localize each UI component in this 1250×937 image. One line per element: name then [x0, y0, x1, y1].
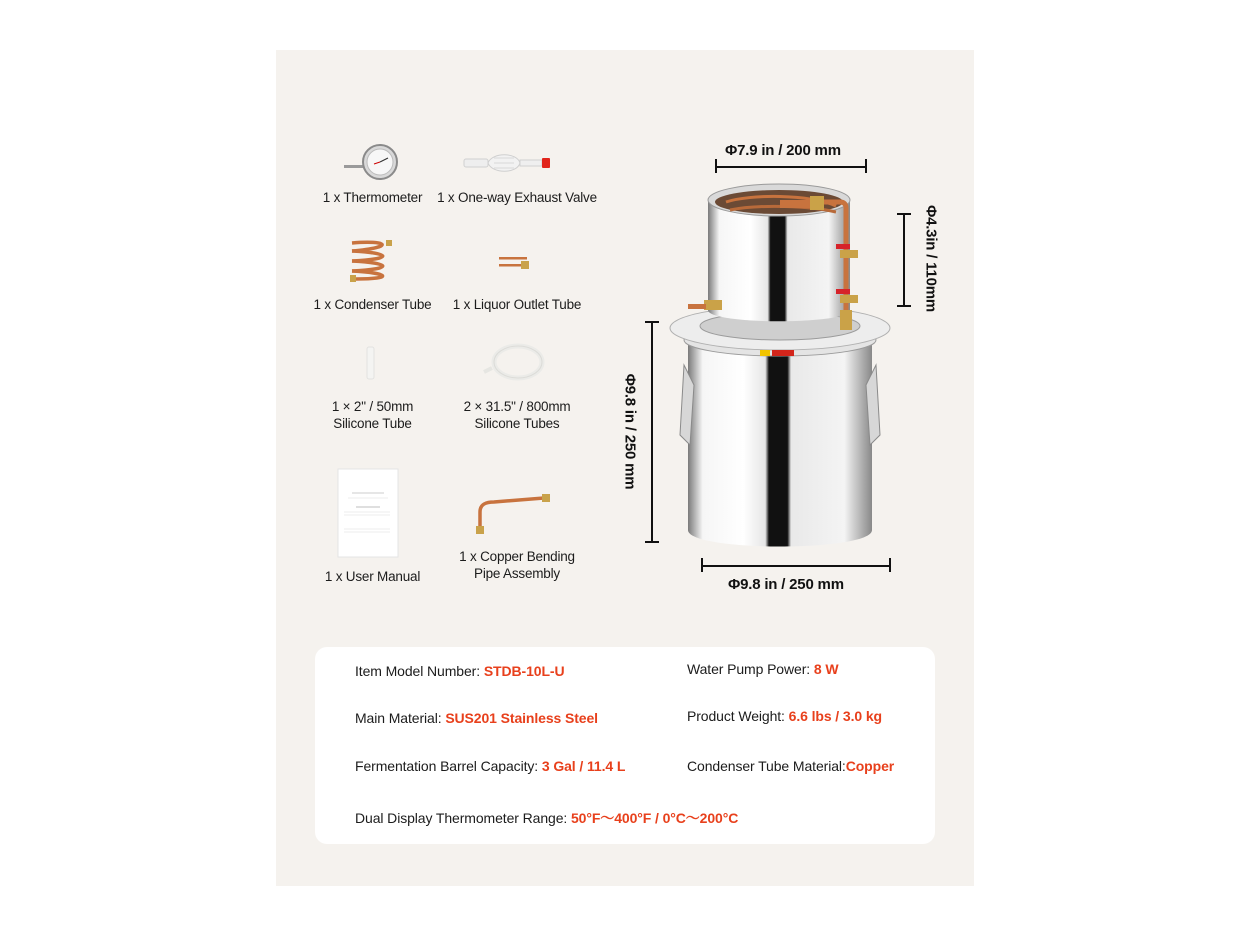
spec-label: Product Weight: — [687, 708, 789, 724]
liquor-outlet-tube-icon — [497, 255, 537, 271]
dimension-tick — [715, 159, 717, 173]
accessory-thermometer — [310, 138, 435, 218]
dimension-tick — [897, 213, 911, 215]
condenser-coil-icon — [342, 237, 402, 283]
spec-water-pump-power — [687, 661, 838, 677]
copper-bending-pipe-icon — [472, 490, 552, 536]
accessory-label: 1 x Thermometer — [322, 190, 423, 205]
spec-value: 3 Gal / 11.4 L — [541, 758, 626, 774]
user-manual-icon — [336, 467, 400, 559]
accessory-label: 1 x Condenser Tube — [313, 297, 432, 312]
dimension-tick — [645, 321, 659, 323]
spec-label: Water Pump Power: — [687, 661, 814, 677]
spec-value: Copper — [845, 758, 895, 774]
spec-model-number — [355, 663, 564, 679]
dimension-label: Φ9.8 in / 250 mm — [728, 576, 844, 593]
spec-label: Fermentation Barrel Capacity: — [355, 758, 542, 774]
spec-label: Main Material: — [355, 710, 446, 726]
accessory-label-line2: Pipe Assembly — [474, 566, 560, 581]
accessory-label-line1: 1 × 2" / 50mm — [331, 399, 414, 414]
dimension-label: Φ7.9 in / 200 mm — [725, 142, 841, 159]
dimension-label: Φ9.8 in / 250 mm — [621, 373, 639, 490]
spec-value: 6.6 lbs / 3.0 kg — [788, 708, 882, 724]
accessory-label-line2: Silicone Tube — [333, 416, 412, 431]
dimension-tick — [701, 558, 703, 572]
accessory-label-line1: 2 × 31.5" / 800mm — [463, 399, 571, 414]
accessory-label: 1 x User Manual — [324, 569, 421, 584]
accessory-copper-bending-pipe — [442, 480, 592, 590]
spec-value: 8 W — [813, 661, 839, 677]
accessory-liquor-outlet-tube — [442, 235, 592, 315]
accessory-label-line1: 1 x Copper Bending — [459, 549, 575, 564]
spec-thermometer-range — [355, 808, 738, 828]
accessory-label: 1 x One-way Exhaust Valve — [437, 190, 597, 205]
dimension-tick — [645, 541, 659, 543]
spec-value: 50°F～400°F / 0°C～200°C — [570, 810, 739, 826]
silicone-tubes-coil-icon — [482, 340, 552, 386]
spec-value: STDB-10L-U — [483, 663, 565, 679]
spec-label: Item Model Number: — [355, 663, 484, 679]
spec-main-material — [355, 710, 598, 726]
dimension-tick — [889, 558, 891, 572]
accessory-label-line2: Silicone Tubes — [474, 416, 560, 431]
dimension-line — [903, 214, 905, 306]
spec-label: Condenser Tube Material: — [687, 758, 846, 774]
spec-condenser-material — [687, 758, 894, 774]
exhaust-valve-icon — [462, 148, 562, 178]
accessory-label: 1 x Liquor Outlet Tube — [452, 297, 582, 312]
accessory-silicone-tubes-long — [442, 340, 592, 435]
dimension-line — [651, 322, 653, 542]
dimension-line — [715, 166, 867, 168]
dimension-tick — [897, 305, 911, 307]
spec-value: SUS201 Stainless Steel — [445, 710, 598, 726]
dimension-label: Φ4.3in / 110mm — [922, 204, 940, 313]
spec-product-weight — [687, 708, 882, 724]
spec-label: Dual Display Thermometer Range: — [355, 810, 571, 826]
accessory-exhaust-valve — [437, 138, 597, 218]
dimension-tick — [865, 159, 867, 173]
distiller-product-image — [660, 160, 930, 560]
silicone-tube-icon — [365, 345, 377, 381]
thermometer-icon — [340, 140, 404, 186]
dimension-line — [701, 565, 891, 567]
spec-barrel-capacity — [355, 758, 625, 774]
